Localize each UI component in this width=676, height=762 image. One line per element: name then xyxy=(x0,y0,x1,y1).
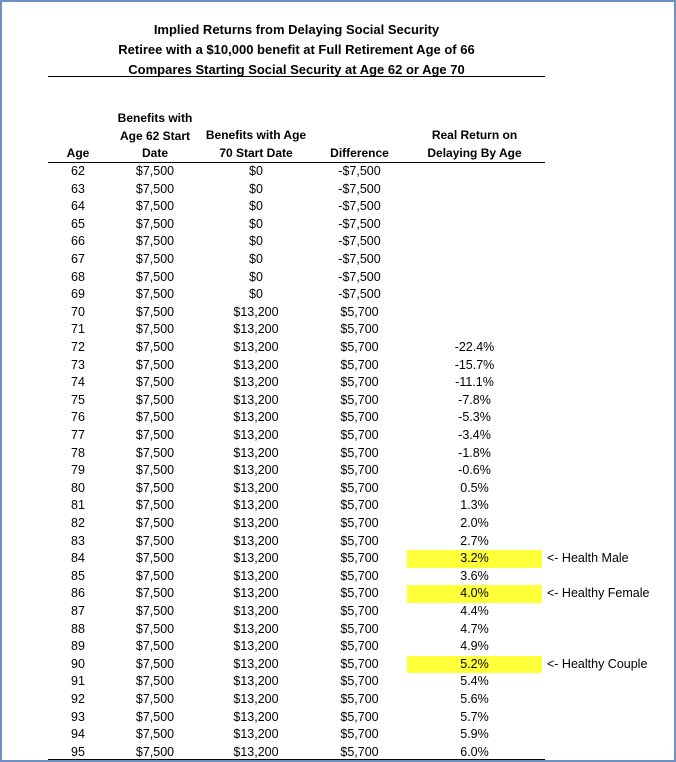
difference-cell: $5,700 xyxy=(340,516,379,530)
benefit-70-cell: $13,200 xyxy=(233,604,279,618)
table-row xyxy=(2,286,676,304)
real-return-cell xyxy=(407,269,542,287)
real-return-cell: -11.1% xyxy=(455,375,494,390)
header-age-line: Age xyxy=(66,146,90,160)
annotation-note xyxy=(547,181,667,199)
difference-cell: -$7,500 xyxy=(338,216,381,231)
age-cell: 78 xyxy=(71,445,85,460)
benefit-70-cell: $13,200 xyxy=(233,744,279,759)
annotation-note xyxy=(547,497,667,515)
age-cell: 62 xyxy=(71,164,85,178)
age-cell: 80 xyxy=(71,480,85,495)
header-real-return xyxy=(412,127,537,162)
table-row xyxy=(2,726,676,744)
annotation-note: <- Healthy Female xyxy=(547,586,650,601)
real-return-cell: 1.3% xyxy=(460,498,489,513)
benefit-62-cell: $7,500 xyxy=(135,445,175,460)
real-return-cell: 3.6% xyxy=(460,568,489,583)
age-cell: 65 xyxy=(71,216,85,231)
benefit-70-cell: $13,200 xyxy=(233,445,279,460)
table-row xyxy=(2,304,676,322)
age-cell: 68 xyxy=(71,269,85,284)
difference-cell: $5,700 xyxy=(340,727,379,742)
benefit-70-cell: $13,200 xyxy=(233,516,279,530)
benefit-62-cell: $7,500 xyxy=(135,392,175,407)
age-cell: 87 xyxy=(71,604,85,618)
title-block xyxy=(48,20,545,80)
age-cell: 73 xyxy=(71,357,85,372)
benefit-70-cell: $0 xyxy=(249,199,263,214)
benefit-70-cell: $13,200 xyxy=(233,709,279,724)
benefit-62-cell: $7,500 xyxy=(135,164,175,178)
benefit-62-cell: $7,500 xyxy=(135,322,175,337)
benefit-62-cell: $7,500 xyxy=(135,533,175,548)
annotation-note xyxy=(547,216,667,234)
real-return-cell: 5.2% xyxy=(407,656,542,674)
header-benefits-62-line: Age 62 Start xyxy=(119,128,191,143)
benefit-62-cell: $7,500 xyxy=(135,656,175,671)
table-row xyxy=(2,392,676,410)
real-return-cell: -15.7% xyxy=(454,357,495,372)
benefit-70-cell: $13,200 xyxy=(233,392,279,407)
benefit-70-cell: $13,200 xyxy=(233,533,279,548)
difference-cell: $5,700 xyxy=(340,410,379,425)
difference-cell: -$7,500 xyxy=(338,164,381,178)
difference-cell: -$7,500 xyxy=(338,234,381,249)
age-cell: 91 xyxy=(71,674,85,689)
annotation-note xyxy=(547,621,667,639)
header-real-return-line: Delaying By Age xyxy=(427,145,522,160)
header-benefits-62 xyxy=(110,110,200,163)
benefit-62-cell: $7,500 xyxy=(135,709,175,724)
real-return-cell xyxy=(407,321,542,339)
table-row xyxy=(2,445,676,463)
table-row xyxy=(2,198,676,216)
age-cell: 79 xyxy=(71,463,85,478)
difference-cell: $5,700 xyxy=(340,445,379,460)
difference-cell: -$7,500 xyxy=(338,287,381,302)
benefit-70-cell: $13,200 xyxy=(233,322,279,337)
real-return-cell: 4.0% xyxy=(407,585,542,603)
annotation-note xyxy=(547,638,667,656)
table-row xyxy=(2,427,676,445)
difference-cell: $5,700 xyxy=(340,551,379,566)
title-line-3: Compares Starting Social Security at Age 62 or Age 70 xyxy=(128,62,465,77)
real-return-cell: 0.5% xyxy=(460,480,489,495)
annotation-note xyxy=(547,603,667,621)
age-cell: 86 xyxy=(71,586,85,601)
benefit-62-cell: $7,500 xyxy=(135,252,175,266)
age-cell: 83 xyxy=(71,533,85,548)
header-benefits-62-line: Benefits with xyxy=(117,111,193,125)
annotation-note xyxy=(547,568,667,586)
benefit-62-cell: $7,500 xyxy=(135,498,175,513)
table-row xyxy=(2,691,676,709)
benefit-62-cell: $7,500 xyxy=(135,375,175,390)
benefit-62-cell: $7,500 xyxy=(135,181,175,196)
difference-cell: -$7,500 xyxy=(338,252,381,266)
difference-cell: $5,700 xyxy=(340,744,379,759)
benefit-62-cell: $7,500 xyxy=(135,340,175,354)
benefit-70-cell: $0 xyxy=(249,216,263,231)
benefit-70-cell: $0 xyxy=(249,234,263,249)
age-cell: 74 xyxy=(71,375,85,390)
title-underline xyxy=(48,76,545,77)
difference-cell: -$7,500 xyxy=(338,199,381,214)
benefit-62-cell: $7,500 xyxy=(135,744,175,759)
benefit-62-cell: $7,500 xyxy=(135,480,175,495)
real-return-cell: -7.8% xyxy=(458,392,491,407)
difference-cell: $5,700 xyxy=(340,340,379,354)
table-row xyxy=(2,251,676,269)
benefit-62-cell: $7,500 xyxy=(135,586,175,601)
real-return-cell: 5.7% xyxy=(460,709,489,724)
annotation-note xyxy=(547,357,667,375)
difference-cell: $5,700 xyxy=(340,428,379,442)
annotation-note: <- Health Male xyxy=(547,551,629,566)
benefit-70-cell: $13,200 xyxy=(233,410,279,425)
table-row xyxy=(2,497,676,515)
annotation-note xyxy=(547,233,667,251)
real-return-cell: 2.7% xyxy=(460,533,489,548)
header-benefits-70-line: Benefits with Age xyxy=(205,128,307,142)
real-return-cell xyxy=(407,163,542,181)
difference-cell: $5,700 xyxy=(340,586,379,601)
age-cell: 93 xyxy=(71,709,85,724)
benefit-62-cell: $7,500 xyxy=(135,199,175,214)
benefit-70-cell: $13,200 xyxy=(233,692,279,706)
table-row xyxy=(2,603,676,621)
benefit-62-cell: $7,500 xyxy=(135,269,175,284)
difference-cell: $5,700 xyxy=(340,533,379,548)
annotation-note xyxy=(547,409,667,427)
table-row xyxy=(2,357,676,375)
real-return-cell: -3.4% xyxy=(458,428,491,442)
annotation-note xyxy=(547,339,667,357)
header-real-return-line: Real Return on xyxy=(431,128,518,142)
benefit-62-cell: $7,500 xyxy=(135,639,175,654)
age-cell: 69 xyxy=(71,287,85,302)
difference-cell: $5,700 xyxy=(340,498,379,513)
table-row xyxy=(2,673,676,691)
benefit-70-cell: $0 xyxy=(249,181,263,196)
table-row xyxy=(2,216,676,234)
age-cell: 82 xyxy=(71,516,85,530)
annotation-note xyxy=(547,462,667,480)
table-row xyxy=(2,533,676,551)
difference-cell: $5,700 xyxy=(340,639,379,654)
table-row xyxy=(2,709,676,727)
difference-cell: $5,700 xyxy=(340,709,379,724)
difference-cell: -$7,500 xyxy=(338,269,381,284)
annotation-note xyxy=(547,304,667,322)
difference-cell: -$7,500 xyxy=(338,181,381,196)
age-cell: 90 xyxy=(71,656,85,671)
table-row xyxy=(2,480,676,498)
benefit-70-cell: $13,200 xyxy=(233,498,279,513)
age-cell: 94 xyxy=(71,727,85,742)
table-bottom-rule xyxy=(48,759,545,760)
benefit-70-cell: $13,200 xyxy=(233,727,279,742)
header-difference xyxy=(322,145,397,163)
age-cell: 92 xyxy=(71,692,85,706)
annotation-note xyxy=(547,691,667,709)
difference-cell: $5,700 xyxy=(340,674,379,689)
real-return-cell xyxy=(407,304,542,322)
annotation-note xyxy=(547,321,667,339)
table-row xyxy=(2,638,676,656)
benefit-62-cell: $7,500 xyxy=(135,551,175,566)
title-line-2: Retiree with a $10,000 benefit at Full Retirement Age of 66 xyxy=(118,42,475,57)
benefit-62-cell: $7,500 xyxy=(135,216,175,231)
difference-cell: $5,700 xyxy=(340,392,379,407)
table-row xyxy=(2,181,676,199)
benefit-62-cell: $7,500 xyxy=(135,621,175,636)
real-return-cell: 5.6% xyxy=(460,692,489,706)
age-cell: 88 xyxy=(71,621,85,636)
difference-cell: $5,700 xyxy=(340,304,379,319)
annotation-note: <- Healthy Couple xyxy=(547,656,648,671)
real-return-cell: -22.4% xyxy=(454,340,495,354)
annotation-note xyxy=(547,251,667,269)
annotation-note xyxy=(547,269,667,287)
difference-cell: $5,700 xyxy=(340,604,379,618)
real-return-cell xyxy=(407,181,542,199)
table-row xyxy=(2,339,676,357)
annotation-note xyxy=(547,427,667,445)
benefit-62-cell: $7,500 xyxy=(135,410,175,425)
benefit-62-cell: $7,500 xyxy=(135,234,175,249)
age-cell: 66 xyxy=(71,234,85,249)
real-return-cell xyxy=(407,251,542,269)
age-cell: 70 xyxy=(71,304,85,319)
benefit-62-cell: $7,500 xyxy=(135,727,175,742)
real-return-cell xyxy=(407,198,542,216)
header-difference-line: Difference xyxy=(330,146,389,160)
table-row xyxy=(2,621,676,639)
benefit-70-cell: $0 xyxy=(249,252,263,266)
age-cell: 84 xyxy=(71,551,85,566)
real-return-cell: 4.7% xyxy=(460,621,489,636)
age-cell: 67 xyxy=(71,252,85,266)
benefit-70-cell: $13,200 xyxy=(233,586,279,601)
difference-cell: $5,700 xyxy=(340,656,379,671)
benefit-70-cell: $13,200 xyxy=(233,375,279,390)
benefit-70-cell: $13,200 xyxy=(233,463,279,478)
table-row xyxy=(2,515,676,533)
age-cell: 95 xyxy=(71,744,85,759)
table-row xyxy=(2,163,676,181)
annotation-note xyxy=(547,198,667,216)
difference-cell: $5,700 xyxy=(340,357,379,372)
table-row xyxy=(2,550,676,568)
age-cell: 85 xyxy=(71,568,85,583)
age-cell: 75 xyxy=(71,392,85,407)
table-row xyxy=(2,568,676,586)
table-row xyxy=(2,374,676,392)
annotation-note xyxy=(547,744,667,762)
age-cell: 64 xyxy=(71,199,85,214)
benefit-70-cell: $13,200 xyxy=(233,480,279,495)
table-row xyxy=(2,409,676,427)
table-row xyxy=(2,656,676,674)
difference-cell: $5,700 xyxy=(340,480,379,495)
annotation-note xyxy=(547,286,667,304)
real-return-cell: 3.2% xyxy=(407,550,542,568)
difference-cell: $5,700 xyxy=(340,463,379,478)
benefit-70-cell: $13,200 xyxy=(233,674,279,689)
real-return-cell xyxy=(407,216,542,234)
benefit-70-cell: $13,200 xyxy=(233,428,279,442)
benefit-70-cell: $0 xyxy=(249,164,263,178)
benefit-62-cell: $7,500 xyxy=(135,568,175,583)
difference-cell: $5,700 xyxy=(340,692,379,706)
real-return-cell: 5.9% xyxy=(460,727,489,742)
title-line-1: Implied Returns from Delaying Social Security xyxy=(153,22,440,37)
header-benefits-62-line: Date xyxy=(141,146,168,160)
age-cell: 76 xyxy=(71,410,85,425)
benefit-62-cell: $7,500 xyxy=(135,516,175,530)
benefit-62-cell: $7,500 xyxy=(135,304,175,319)
annotation-note xyxy=(547,163,667,181)
age-cell: 89 xyxy=(71,639,85,654)
benefit-70-cell: $13,200 xyxy=(233,639,279,654)
benefit-70-cell: $13,200 xyxy=(233,656,279,671)
annotation-note xyxy=(547,726,667,744)
real-return-cell xyxy=(407,233,542,251)
annotation-note xyxy=(547,515,667,533)
table-row xyxy=(2,321,676,339)
header-age xyxy=(58,145,98,163)
benefit-70-cell: $13,200 xyxy=(233,551,279,566)
benefit-62-cell: $7,500 xyxy=(135,428,175,442)
benefit-70-cell: $13,200 xyxy=(233,568,279,583)
benefit-62-cell: $7,500 xyxy=(135,604,175,618)
annotation-note xyxy=(547,480,667,498)
difference-cell: $5,700 xyxy=(340,375,379,390)
table-row xyxy=(2,233,676,251)
real-return-cell: 5.4% xyxy=(460,674,489,689)
benefit-70-cell: $13,200 xyxy=(233,304,279,319)
benefit-70-cell: $13,200 xyxy=(233,357,279,372)
age-cell: 81 xyxy=(71,498,85,513)
annotation-note xyxy=(547,673,667,691)
annotation-note xyxy=(547,374,667,392)
benefit-62-cell: $7,500 xyxy=(135,692,175,706)
difference-cell: $5,700 xyxy=(340,621,379,636)
age-cell: 72 xyxy=(71,340,85,354)
table-row xyxy=(2,462,676,480)
age-cell: 63 xyxy=(71,181,85,196)
benefit-70-cell: $13,200 xyxy=(233,340,279,354)
benefit-70-cell: $0 xyxy=(249,269,263,284)
real-return-cell: -5.3% xyxy=(458,410,491,425)
table-row xyxy=(2,269,676,287)
benefit-62-cell: $7,500 xyxy=(135,463,175,478)
benefit-70-cell: $13,200 xyxy=(233,621,279,636)
header-benefits-70 xyxy=(202,127,310,162)
real-return-cell: -1.8% xyxy=(458,445,491,460)
real-return-cell: 4.4% xyxy=(460,604,489,618)
table-row xyxy=(2,585,676,603)
real-return-cell: 4.9% xyxy=(460,639,489,654)
benefit-62-cell: $7,500 xyxy=(135,357,175,372)
benefit-62-cell: $7,500 xyxy=(135,674,175,689)
difference-cell: $5,700 xyxy=(340,568,379,583)
age-cell: 77 xyxy=(71,428,85,442)
annotation-note xyxy=(547,533,667,551)
annotation-note xyxy=(547,709,667,727)
benefit-70-cell: $0 xyxy=(249,287,263,302)
annotation-note xyxy=(547,445,667,463)
difference-cell: $5,700 xyxy=(340,322,379,337)
header-benefits-70-line: 70 Start Date xyxy=(219,145,293,160)
real-return-cell: -0.6% xyxy=(458,463,491,478)
real-return-cell: 2.0% xyxy=(460,516,489,530)
age-cell: 71 xyxy=(71,322,85,337)
real-return-cell xyxy=(407,286,542,304)
annotation-note xyxy=(547,392,667,410)
benefit-62-cell: $7,500 xyxy=(135,287,175,302)
real-return-cell: 6.0% xyxy=(460,744,489,759)
